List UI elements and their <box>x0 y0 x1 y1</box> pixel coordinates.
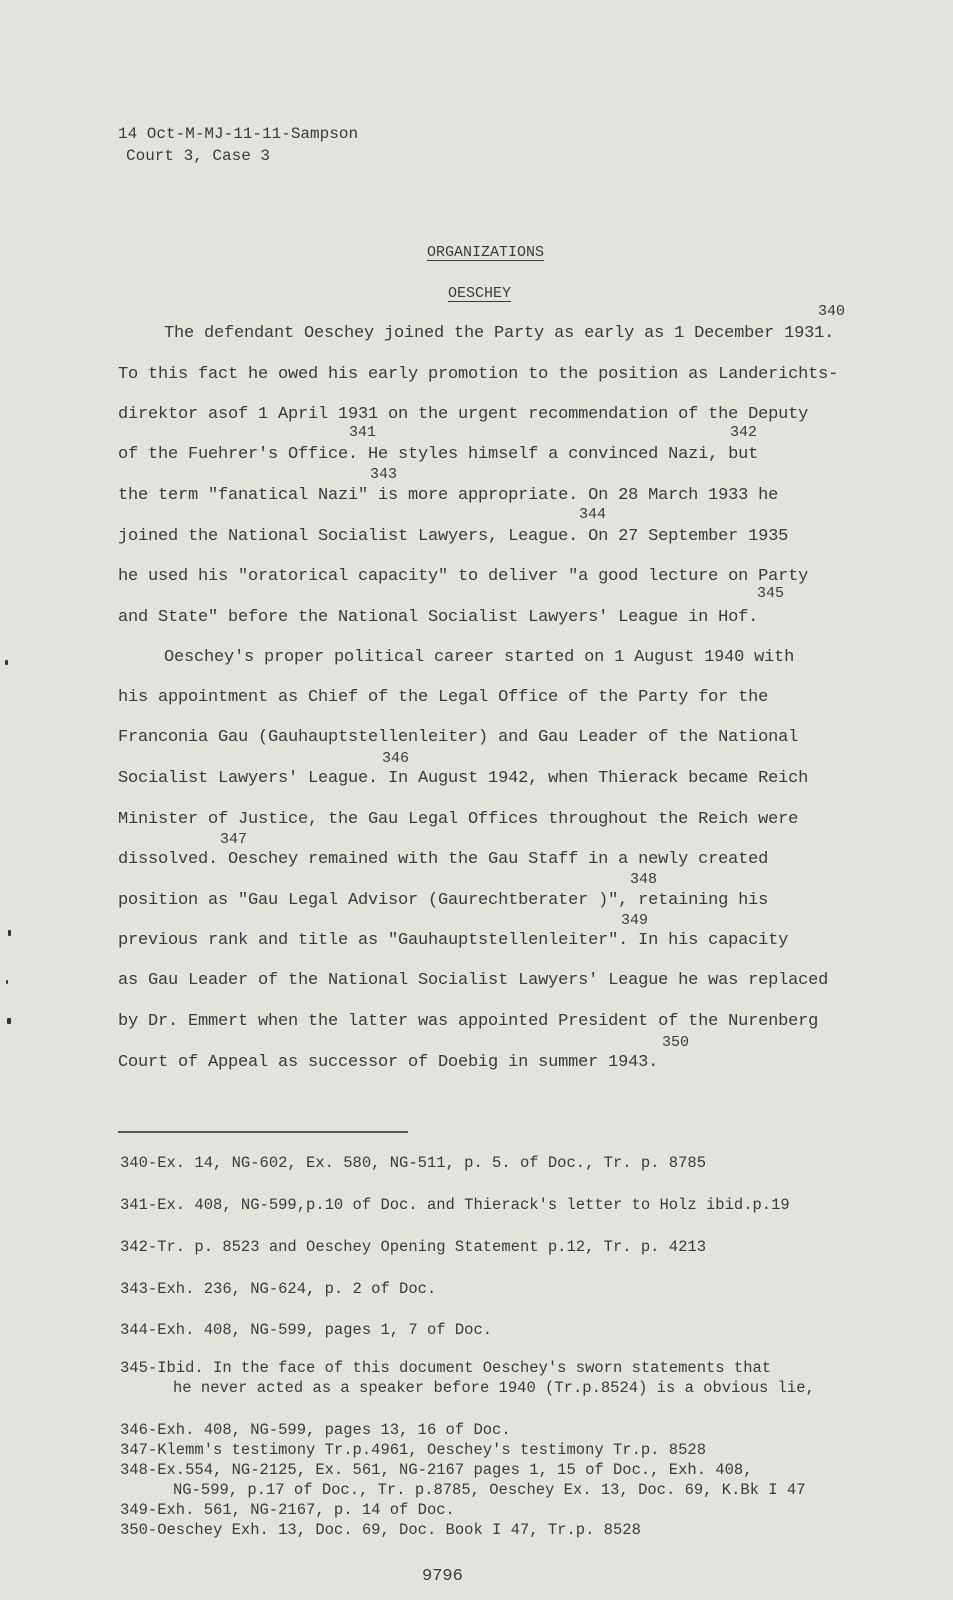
body-line: The defendant Oeschey joined the Party as early as 1 December 1931. <box>164 324 835 343</box>
footnote: 350-Oeschey Exh. 13, Doc. 69, Doc. Book I 47, Tr.p. 8528 <box>120 1521 641 1539</box>
footnote: 340-Ex. 14, NG-602, Ex. 580, NG-511, p. 5. of Doc., Tr. p. 8785 <box>120 1154 706 1172</box>
footnote-ref: 341 <box>349 424 377 441</box>
body-line: as Gau Leader of the National Socialist Lawyers' League he was replaced <box>118 971 829 990</box>
page-number: 9796 <box>422 1567 463 1586</box>
footnote-ref: 350 <box>662 1034 690 1051</box>
scan-speck <box>5 660 8 665</box>
footnote-separator <box>118 1131 408 1133</box>
body-line: and State" before the National Socialist Lawyers' League in Hof. <box>118 608 759 627</box>
footnote-ref: 344 <box>579 506 607 523</box>
body-line: Court of Appeal as successor of Doebig in summer 1943. <box>118 1053 659 1072</box>
footnote-ref: 346 <box>382 750 410 767</box>
footnote-continuation: NG-599, p.17 of Doc., Tr. p.8785, Oeschey Ex. 13, Doc. 69, K.Bk I 47 <box>173 1481 806 1499</box>
footnote-ref: 347 <box>220 831 248 848</box>
case-reference: 14 Oct-M-MJ-11-11-Sampson <box>118 125 359 143</box>
body-line: dissolved. Oeschey remained with the Gau Staff in a newly created <box>118 850 769 869</box>
footnote: 346-Exh. 408, NG-599, pages 13, 16 of Doc. <box>120 1421 511 1439</box>
footnote-ref: 340 <box>818 303 846 320</box>
scan-speck <box>7 1018 11 1024</box>
footnote: 345-Ibid. In the face of this document Oeschey's sworn statements that <box>120 1359 772 1377</box>
body-line: the term "fanatical Nazi" is more appropriate. On 28 March 1933 he <box>118 486 779 505</box>
body-line: by Dr. Emmert when the latter was appointed President of the Nurenberg <box>118 1012 819 1031</box>
footnote-ref: 343 <box>370 466 398 483</box>
body-line: Socialist Lawyers' League. In August 1942, when Thierack became Reich <box>118 769 809 788</box>
footnote-ref: 342 <box>730 424 758 441</box>
footnote-continuation: he never acted as a speaker before 1940 (Tr.p.8524) is a obvious lie, <box>173 1379 815 1397</box>
section-heading: ORGANIZATIONS <box>427 244 545 261</box>
footnote: 343-Exh. 236, NG-624, p. 2 of Doc. <box>120 1280 437 1298</box>
footnote: 341-Ex. 408, NG-599,p.10 of Doc. and Thierack's letter to Holz ibid.p.19 <box>120 1196 790 1214</box>
footnote-ref: 345 <box>757 585 785 602</box>
court-reference: Court 3, Case 3 <box>126 147 271 165</box>
body-line: Franconia Gau (Gauhauptstellenleiter) and Gau Leader of the National <box>118 728 799 747</box>
body-line: Oeschey's proper political career started on 1 August 1940 with <box>164 648 795 667</box>
body-line: position as "Gau Legal Advisor (Gaurechtberater )", retaining his <box>118 891 769 910</box>
section-subheading: OESCHEY <box>448 285 512 302</box>
body-line: his appointment as Chief of the Legal Office of the Party for the <box>118 688 769 707</box>
body-line: joined the National Socialist Lawyers, League. On 27 September 1935 <box>118 527 789 546</box>
scan-speck <box>6 980 8 984</box>
body-line: of the Fuehrer's Office. He styles himself a convinced Nazi, but <box>118 445 759 464</box>
footnote: 348-Ex.554, NG-2125, Ex. 561, NG-2167 pages 1, 15 of Doc., Exh. 408, <box>120 1461 753 1479</box>
body-line: direktor asof 1 April 1931 on the urgent recommendation of the Deputy <box>118 405 809 424</box>
body-line: To this fact he owed his early promotion to the position as Landerichts- <box>118 365 839 384</box>
footnote-ref: 349 <box>621 912 649 929</box>
body-line: previous rank and title as "Gauhauptstellenleiter". In his capacity <box>118 931 789 950</box>
footnote: 342-Tr. p. 8523 and Oeschey Opening Statement p.12, Tr. p. 4213 <box>120 1238 706 1256</box>
footnote: 349-Exh. 561, NG-2167, p. 14 of Doc. <box>120 1501 455 1519</box>
body-line: he used his "oratorical capacity" to deliver "a good lecture on Party <box>118 567 809 586</box>
body-line: Minister of Justice, the Gau Legal Offices throughout the Reich were <box>118 810 799 829</box>
footnote: 344-Exh. 408, NG-599, pages 1, 7 of Doc. <box>120 1321 493 1339</box>
footnote: 347-Klemm's testimony Tr.p.4961, Oeschey's testimony Tr.p. 8528 <box>120 1441 706 1459</box>
footnote-ref: 348 <box>630 871 658 888</box>
scan-speck <box>8 930 11 936</box>
